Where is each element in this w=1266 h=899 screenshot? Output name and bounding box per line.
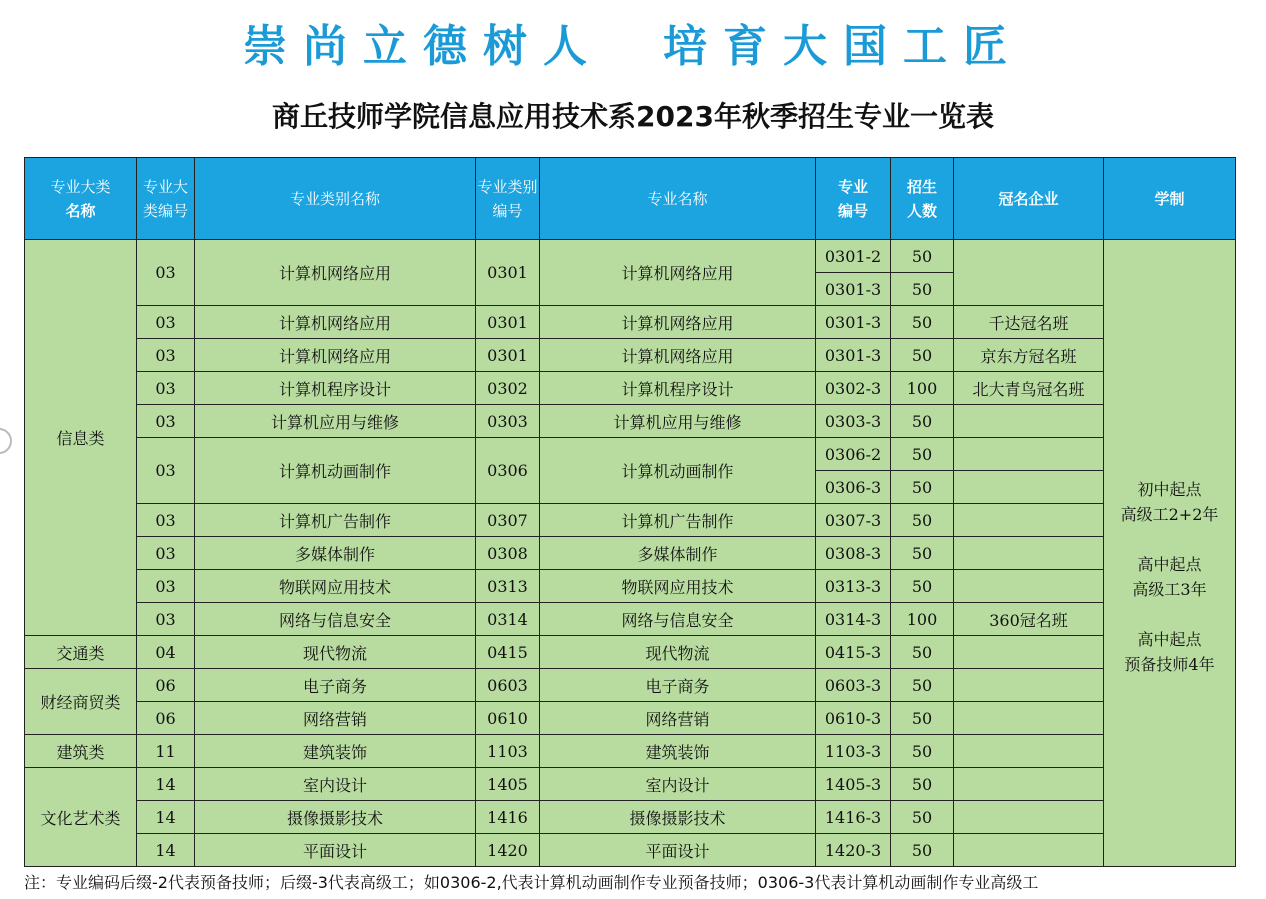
specialty-category-name-cell: 计算机网络应用: [195, 339, 476, 372]
footnote: 注：专业编码后缀-2代表预备技师；后缀-3代表高级工；如0306-2,代表计算机动画制作专业预备技师；0306-3代表计算机动画制作专业高级工: [24, 873, 1039, 892]
header-specialty-code: [816, 158, 891, 240]
enrollment-count-cell: 50: [891, 636, 954, 669]
table-row: [25, 570, 1236, 603]
specialty-name-cell: 网络与信息安全: [540, 603, 816, 636]
table-row: [25, 834, 1236, 867]
specialty-category-code-cell: 0301: [476, 306, 540, 339]
specialty-name-cell: 计算机程序设计: [540, 372, 816, 405]
specialty-code-cell: 1405-3: [816, 768, 891, 801]
enrollment-count-cell: 50: [891, 735, 954, 768]
major-category-code-cell: 06: [137, 702, 195, 735]
table-row: [25, 603, 1236, 636]
specialty-code-cell: 0302-3: [816, 372, 891, 405]
sponsor-cell: [954, 768, 1104, 801]
header-text: 专业大类: [50, 177, 111, 196]
sponsor-cell: [954, 834, 1104, 867]
specialty-category-name-cell: 电子商务: [195, 669, 476, 702]
specialty-category-code-cell: 0301: [476, 240, 540, 306]
sponsor-cell: [954, 504, 1104, 537]
sponsor-cell: [954, 570, 1104, 603]
specialty-category-code-cell: 0302: [476, 372, 540, 405]
specialty-code-cell: 0301-3: [816, 339, 891, 372]
specialty-category-name-cell: 计算机广告制作: [195, 504, 476, 537]
table-row: [25, 372, 1236, 405]
sponsor-cell: [954, 405, 1104, 438]
sponsor-cell: [954, 471, 1104, 504]
specialty-category-code-cell: 0307: [476, 504, 540, 537]
specialty-category-code-cell: 0308: [476, 537, 540, 570]
specialty-name-cell: 多媒体制作: [540, 537, 816, 570]
specialty-category-name-cell: 平面设计: [195, 834, 476, 867]
table-row: [25, 768, 1236, 801]
specialty-category-code-cell: 0314: [476, 603, 540, 636]
specialty-category-name-cell: 计算机网络应用: [195, 306, 476, 339]
major-category-code-cell: 03: [137, 438, 195, 504]
major-category-code-cell: 14: [137, 834, 195, 867]
table-row: [25, 801, 1236, 834]
major-category-code-cell: 14: [137, 801, 195, 834]
specialty-name-cell: 平面设计: [540, 834, 816, 867]
specialty-code-cell: 0415-3: [816, 636, 891, 669]
major-category-code-cell: 03: [137, 240, 195, 306]
specialty-category-code-cell: 0301: [476, 339, 540, 372]
enrollment-count-cell: 50: [891, 405, 954, 438]
specialty-code-cell: 0314-3: [816, 603, 891, 636]
specialty-code-cell: 1103-3: [816, 735, 891, 768]
specialty-code-cell: 0306-2: [816, 438, 891, 471]
specialty-code-cell: 0303-3: [816, 405, 891, 438]
specialty-category-name-cell: 计算机网络应用: [195, 240, 476, 306]
specialty-name-cell: 计算机网络应用: [540, 306, 816, 339]
scroll-handle-icon[interactable]: [0, 428, 12, 454]
header-specialty-category-name: 专业类别名称: [195, 158, 476, 240]
specialty-category-code-cell: 1420: [476, 834, 540, 867]
specialty-category-code-cell: 1103: [476, 735, 540, 768]
enrollment-count-cell: 50: [891, 768, 954, 801]
slogan-banner: 崇尚立德树人 培育大国工匠: [243, 21, 1023, 72]
sponsor-cell: [954, 537, 1104, 570]
header-sponsor: [954, 158, 1104, 240]
specialty-category-name-cell: 建筑装饰: [195, 735, 476, 768]
sponsor-cell: 360冠名班: [954, 603, 1104, 636]
sponsor-cell: [954, 240, 1104, 306]
specialty-category-code-cell: 0610: [476, 702, 540, 735]
page-title: 商丘技师学院信息应用技术系2023年秋季招生专业一览表: [272, 100, 994, 133]
sponsor-cell: [954, 801, 1104, 834]
table-row: [25, 669, 1236, 702]
major-category-cell: 建筑类: [25, 735, 137, 768]
enrollment-count-cell: 50: [891, 834, 954, 867]
specialty-category-name-cell: 室内设计: [195, 768, 476, 801]
specialty-name-cell: 计算机网络应用: [540, 339, 816, 372]
specialty-code-cell: 1416-3: [816, 801, 891, 834]
specialty-name-cell: 网络营销: [540, 702, 816, 735]
header-text: 学制: [1154, 189, 1185, 208]
specialty-category-code-cell: 0415: [476, 636, 540, 669]
major-category-code-cell: 11: [137, 735, 195, 768]
header-text: 名称: [65, 201, 96, 220]
specialty-name-cell: 计算机网络应用: [540, 240, 816, 306]
header-specialty-category-code: 专业类别编号: [476, 158, 540, 240]
major-category-code-cell: 03: [137, 372, 195, 405]
table-row: [25, 438, 1236, 471]
table-header-row: [25, 158, 1236, 240]
specialty-code-cell: 0301-3: [816, 273, 891, 306]
major-category-code-cell: 03: [137, 306, 195, 339]
specialty-name-cell: 摄像摄影技术: [540, 801, 816, 834]
major-category-cell: 交通类: [25, 636, 137, 669]
sponsor-cell: 北大青鸟冠名班: [954, 372, 1104, 405]
sponsor-cell: [954, 702, 1104, 735]
specialty-category-name-cell: 现代物流: [195, 636, 476, 669]
header-text: 招生: [906, 177, 937, 196]
enrollment-count-cell: 50: [891, 273, 954, 306]
sponsor-cell: 千达冠名班: [954, 306, 1104, 339]
table-row: [25, 636, 1236, 669]
enrollment-count-cell: 50: [891, 306, 954, 339]
header-major-category-code: 专业大类编号: [137, 158, 195, 240]
enrollment-count-cell: 50: [891, 570, 954, 603]
major-category-code-cell: 03: [137, 339, 195, 372]
enrollment-count-cell: 50: [891, 669, 954, 702]
specialty-name-cell: 物联网应用技术: [540, 570, 816, 603]
header-text: 编号: [837, 201, 868, 220]
major-category-cell: 信息类: [25, 240, 137, 636]
table-row: [25, 504, 1236, 537]
specialty-category-code-cell: 0313: [476, 570, 540, 603]
header-duration: [1104, 158, 1236, 240]
specialty-name-cell: 现代物流: [540, 636, 816, 669]
table-body: [25, 240, 1236, 867]
specialty-category-name-cell: 多媒体制作: [195, 537, 476, 570]
enrollment-table: [24, 157, 1236, 867]
sponsor-cell: 京东方冠名班: [954, 339, 1104, 372]
specialty-name-cell: 计算机应用与维修: [540, 405, 816, 438]
specialty-code-cell: 0308-3: [816, 537, 891, 570]
specialty-code-cell: 0313-3: [816, 570, 891, 603]
table-row: [25, 306, 1236, 339]
major-category-code-cell: 03: [137, 537, 195, 570]
enrollment-count-cell: 50: [891, 471, 954, 504]
sponsor-cell: [954, 735, 1104, 768]
duration-text: 初中起点 高级工2+2年 高中起点 高级工3年 高中起点 预备技师4年: [1120, 480, 1219, 674]
specialty-code-cell: 0301-2: [816, 240, 891, 273]
specialty-code-cell: 0610-3: [816, 702, 891, 735]
specialty-category-name-cell: 计算机程序设计: [195, 372, 476, 405]
specialty-category-code-cell: 0603: [476, 669, 540, 702]
specialty-code-cell: 0307-3: [816, 504, 891, 537]
specialty-category-name-cell: 计算机动画制作: [195, 438, 476, 504]
header-enrollment: [891, 158, 954, 240]
table-row: [25, 405, 1236, 438]
specialty-category-name-cell: 网络与信息安全: [195, 603, 476, 636]
specialty-category-code-cell: 1405: [476, 768, 540, 801]
major-category-code-cell: 04: [137, 636, 195, 669]
major-category-cell: 文化艺术类: [25, 768, 137, 867]
header-major-category-name: [25, 158, 137, 240]
enrollment-count-cell: 50: [891, 240, 954, 273]
sponsor-cell: [954, 669, 1104, 702]
specialty-code-cell: 0603-3: [816, 669, 891, 702]
specialty-name-cell: 计算机广告制作: [540, 504, 816, 537]
major-category-code-cell: 14: [137, 768, 195, 801]
table-row: [25, 537, 1236, 570]
major-category-code-cell: 03: [137, 570, 195, 603]
major-category-code-cell: 03: [137, 603, 195, 636]
specialty-category-name-cell: 摄像摄影技术: [195, 801, 476, 834]
specialty-category-name-cell: 网络营销: [195, 702, 476, 735]
enrollment-count-cell: 100: [891, 603, 954, 636]
header-text: 专业: [837, 177, 868, 196]
specialty-name-cell: 计算机动画制作: [540, 438, 816, 504]
duration-cell: [1104, 240, 1236, 867]
enrollment-count-cell: 50: [891, 702, 954, 735]
sponsor-cell: [954, 438, 1104, 471]
table-row: [25, 702, 1236, 735]
enrollment-count-cell: 100: [891, 372, 954, 405]
specialty-name-cell: 室内设计: [540, 768, 816, 801]
specialty-name-cell: 建筑装饰: [540, 735, 816, 768]
enrollment-count-cell: 50: [891, 504, 954, 537]
header-text: 冠名企业: [998, 189, 1059, 208]
specialty-category-code-cell: 0303: [476, 405, 540, 438]
table-row: [25, 735, 1236, 768]
major-category-code-cell: 06: [137, 669, 195, 702]
sponsor-cell: [954, 636, 1104, 669]
enrollment-count-cell: 50: [891, 438, 954, 471]
specialty-code-cell: 0301-3: [816, 306, 891, 339]
specialty-category-code-cell: 0306: [476, 438, 540, 504]
specialty-code-cell: 1420-3: [816, 834, 891, 867]
table-row: [25, 339, 1236, 372]
table-row: [25, 240, 1236, 273]
specialty-category-name-cell: 物联网应用技术: [195, 570, 476, 603]
major-category-cell: 财经商贸类: [25, 669, 137, 735]
enrollment-count-cell: 50: [891, 537, 954, 570]
specialty-category-code-cell: 1416: [476, 801, 540, 834]
header-text: 人数: [906, 201, 937, 220]
enrollment-count-cell: 50: [891, 339, 954, 372]
specialty-category-name-cell: 计算机应用与维修: [195, 405, 476, 438]
enrollment-count-cell: 50: [891, 801, 954, 834]
specialty-code-cell: 0306-3: [816, 471, 891, 504]
header-specialty-name: 专业名称: [540, 158, 816, 240]
major-category-code-cell: 03: [137, 504, 195, 537]
major-category-code-cell: 03: [137, 405, 195, 438]
specialty-name-cell: 电子商务: [540, 669, 816, 702]
